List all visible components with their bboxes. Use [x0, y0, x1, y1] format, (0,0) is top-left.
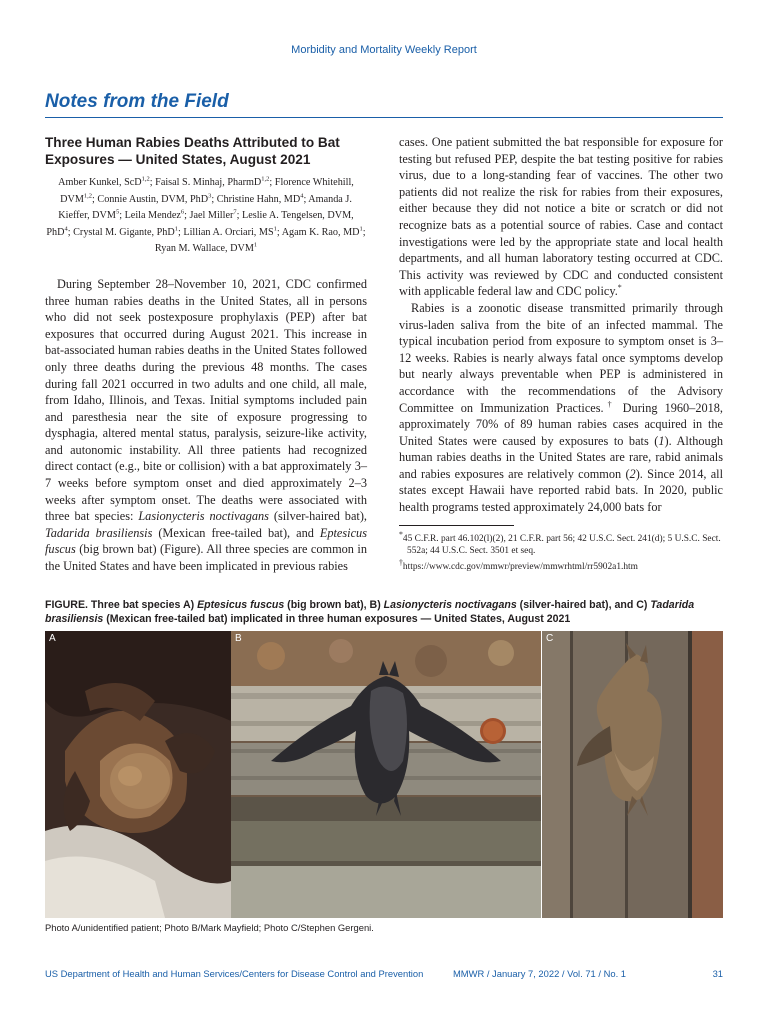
- figure-caption: [45, 599, 723, 626]
- figure-caption-text-2: (big brown bat), B): [284, 599, 384, 611]
- author-separator: ;: [362, 226, 366, 238]
- photo-c-image: [542, 631, 723, 918]
- footnote-rule: [399, 525, 514, 526]
- author-11: [183, 227, 281, 238]
- author-affiliation: 1: [253, 241, 258, 249]
- author-name: Lillian A. Orciari, MS: [183, 226, 274, 238]
- paragraph-1-continued: [399, 134, 723, 300]
- paragraph-1: [45, 276, 367, 575]
- author-separator: ;: [211, 193, 217, 205]
- footnote-2-mark: †: [399, 557, 403, 567]
- footnote-ref-1[interactable]: *: [617, 283, 622, 293]
- article-title-line-2: Exposures — United States, August 2021: [45, 152, 311, 167]
- section-title: Notes from the Field: [45, 91, 229, 112]
- footer-publisher[interactable]: US Department of Health and Human Services/Centers for Disease Control and Prevention: [45, 968, 424, 979]
- author-5: [217, 194, 309, 205]
- author-name: Leila Mendez: [124, 210, 181, 222]
- author-name: Florence Whitehill, DVM: [60, 177, 354, 205]
- paragraph-1-text: During September 28–November 10, 2021, CDC confirmed three human rabies deaths in the United States, all in persons who did not seek postexposure prophylaxis (PEP) after bat exposures that occurred during August 2021. This increase in bat-associated human rabies deaths in the United States followed only three deaths during the previous 48 months. The cases during fall 2021 occurred in two adults and one child, all male, from Idaho, Illinois, and Texas. Initial symptoms included pain and paresthesia near the site of exposure progressing to dysphagia, altered mental status, paralysis, seizure-like activity, and autonomic instability. All three patients had recognized direct contact (e.g., bite or collision) with a bat approximately 3–7 weeks before symptom onset and died approximately 2–3 weeks after symptom onset. The deaths were associated with three bat species:: [45, 276, 367, 524]
- author-separator: ;: [184, 210, 190, 222]
- author-affiliation: 4: [300, 192, 304, 200]
- footnote-1: [399, 529, 723, 557]
- paragraph-1-text-4: (big brown bat) (Figure). All three species are common in the United States and have been implicated in previous rabies: [45, 542, 367, 574]
- paragraph-1-continued-text: cases. One patient submitted the bat responsible for exposure for testing but refused PEP, despite the bat testing positive for rabies virus, due to a long-standing fear of vaccines. The other two patients did not realize the risk for rabies from their exposures, either because they did not notice a bite or scratch or did not recognize bats as a potential source of rabies. Case and contact investigations were led by the appropriate state and local health departments, and all human laboratory testing occurred at CDC. This activity was reviewed by CDC and conducted consistent with applicable federal law and CDC policy.: [399, 135, 723, 299]
- figure-caption-text: FIGURE. Three bat species A): [45, 599, 198, 611]
- left-column: [45, 134, 367, 575]
- figure-caption-species-3: Tadarida brasiliensis: [45, 599, 695, 625]
- author-affiliation: 1,2: [83, 192, 93, 200]
- author-affiliation: 1,2: [141, 176, 150, 183]
- footnote-2: [399, 557, 723, 573]
- figure-photos: [45, 631, 723, 918]
- author-affiliation: 1,2: [261, 176, 270, 183]
- author-separator: ;: [269, 177, 275, 189]
- reference-1[interactable]: 1: [658, 433, 665, 448]
- author-affiliation: 1: [359, 225, 363, 233]
- author-separator: ;: [236, 210, 243, 222]
- photo-b-image: [231, 631, 541, 918]
- page-number: 31: [712, 968, 723, 979]
- author-2: [155, 177, 275, 188]
- author-affiliation: 1: [174, 225, 178, 233]
- running-head: Morbidity and Mortality Weekly Report: [291, 44, 477, 56]
- footnotes: [399, 529, 723, 573]
- photo-credit: Photo A/unidentified patient; Photo B/Mark Mayfield; Photo C/Stephen Gergeni.: [45, 922, 374, 933]
- photo-b-label: B: [235, 633, 242, 644]
- author-name: Agam K. Rao, MD: [281, 226, 360, 238]
- author-separator: ;: [119, 210, 125, 222]
- author-4: [97, 194, 216, 205]
- paragraph-1-text-2: (silver-haired bat),: [268, 509, 367, 524]
- species-silver-haired-bat: Lasionycteris noctivagans: [138, 509, 269, 524]
- section-divider: [45, 117, 723, 118]
- right-column: [399, 134, 723, 573]
- photo-a-big-brown-bat: [45, 631, 231, 918]
- author-separator: ;: [67, 226, 74, 238]
- author-name: Amber Kunkel, ScD: [58, 177, 142, 189]
- paragraph-2-text-2: During 1960–2018, approximately 70% of 89 human rabies cases acquired in the United States were caused by exposures to bats (: [399, 400, 724, 448]
- author-affiliation: 6: [180, 208, 185, 216]
- article-title-line-1: Three Human Rabies Deaths Attributed to Bat: [45, 135, 340, 150]
- photo-c-label: C: [546, 633, 554, 644]
- author-list: [45, 173, 367, 255]
- figure-caption-species-1: Eptesicus fuscus: [197, 599, 285, 611]
- author-name: Jael Miller: [189, 210, 234, 222]
- footnote-2-link[interactable]: https://www.cdc.gov/mmwr/preview/mmwrhtml/rr5902a1.htm: [402, 561, 638, 572]
- author-affiliation: 4: [64, 225, 68, 233]
- reference-2[interactable]: 2: [629, 466, 636, 481]
- author-separator: ;: [303, 193, 309, 205]
- author-separator: ;: [177, 226, 184, 238]
- author-8: [190, 210, 243, 221]
- author-name: Connie Austin, DVM, PhD: [97, 193, 209, 205]
- author-name: Crystal M. Gigante, PhD: [73, 226, 175, 238]
- species-mexican-free-tailed-bat: Tadarida brasiliensis: [45, 525, 153, 540]
- author-name: Faisal S. Minhaj, PharmD: [155, 177, 262, 189]
- photo-a-label: A: [49, 633, 56, 644]
- photo-a-image: [45, 631, 231, 918]
- figure-caption-species-2: Lasionycteris noctivagans: [383, 599, 517, 611]
- paragraph-2-text: Rabies is a zoonotic disease transmitted primarily through virus-laden saliva from the bite of an infected mammal. The typical incubation period from exposure to symptom onset is 3–12 weeks. Rabies is nearly always fatal once symptoms develop but nearly always preventable when PEP is administered in accordance with the recommendations of the Advisory Committee on Immunization Practices.: [399, 300, 723, 415]
- footnote-1-text: 45 C.F.R. part 46.102(l)(2), 21 C.F.R. part 56; 42 U.S.C. Sect. 241(d); 5 U.S.C. Sect. 552a; 44 U.S.C. Sect. 3501 et seq.: [402, 533, 721, 556]
- photo-b-silver-haired-bat: [231, 631, 541, 918]
- figure-caption-text-4: (Mexican free-tailed bat) implicated in three human exposures — United States, August 2021: [103, 612, 571, 625]
- author-affiliation: 5: [115, 208, 120, 216]
- paragraph-2: [399, 300, 723, 516]
- author-affiliation: 1: [273, 225, 277, 233]
- author-7: [125, 210, 190, 221]
- author-affiliation: 7: [233, 208, 237, 216]
- species-big-brown-bat: Eptesicus fuscus: [45, 525, 367, 557]
- author-separator: ;: [149, 177, 156, 189]
- author-separator: ;: [92, 193, 98, 205]
- footer-issue: MMWR / January 7, 2022 / Vol. 71 / No. 1: [453, 968, 626, 979]
- author-name: Christine Hahn, MD: [216, 193, 301, 205]
- article-title: [45, 134, 367, 168]
- author-1: [58, 177, 155, 188]
- author-separator: ;: [276, 226, 282, 238]
- author-12: [282, 227, 366, 238]
- photo-c-mexican-free-tailed-bat: [542, 631, 723, 918]
- author-13: [155, 243, 257, 254]
- author-name: Ryan M. Wallace, DVM: [154, 242, 254, 254]
- author-name: Leslie A. Tengelsen, DVM, PhD: [46, 210, 354, 238]
- author-10: [73, 227, 183, 238]
- footnote-1-mark: *: [399, 529, 403, 539]
- paragraph-2-text-3: ). Although human rabies deaths in the United States are rare, rabid animals and rabies exposures are relatively common (: [399, 433, 723, 481]
- author-affiliation: 3: [208, 192, 212, 200]
- author-name: Amanda J. Kieffer, DVM: [58, 193, 352, 222]
- footnote-ref-2[interactable]: †: [603, 399, 616, 409]
- paragraph-2-text-4: ). Since 2014, all states except Hawaii have reported rabid bats. In 2020, public health programs tested approximately 24,000 bats for: [399, 466, 723, 515]
- paragraph-1-text-3: (Mexican free-tailed bat), and: [152, 525, 320, 540]
- figure-caption-text-3: (silver-haired bat), and C): [516, 599, 651, 611]
